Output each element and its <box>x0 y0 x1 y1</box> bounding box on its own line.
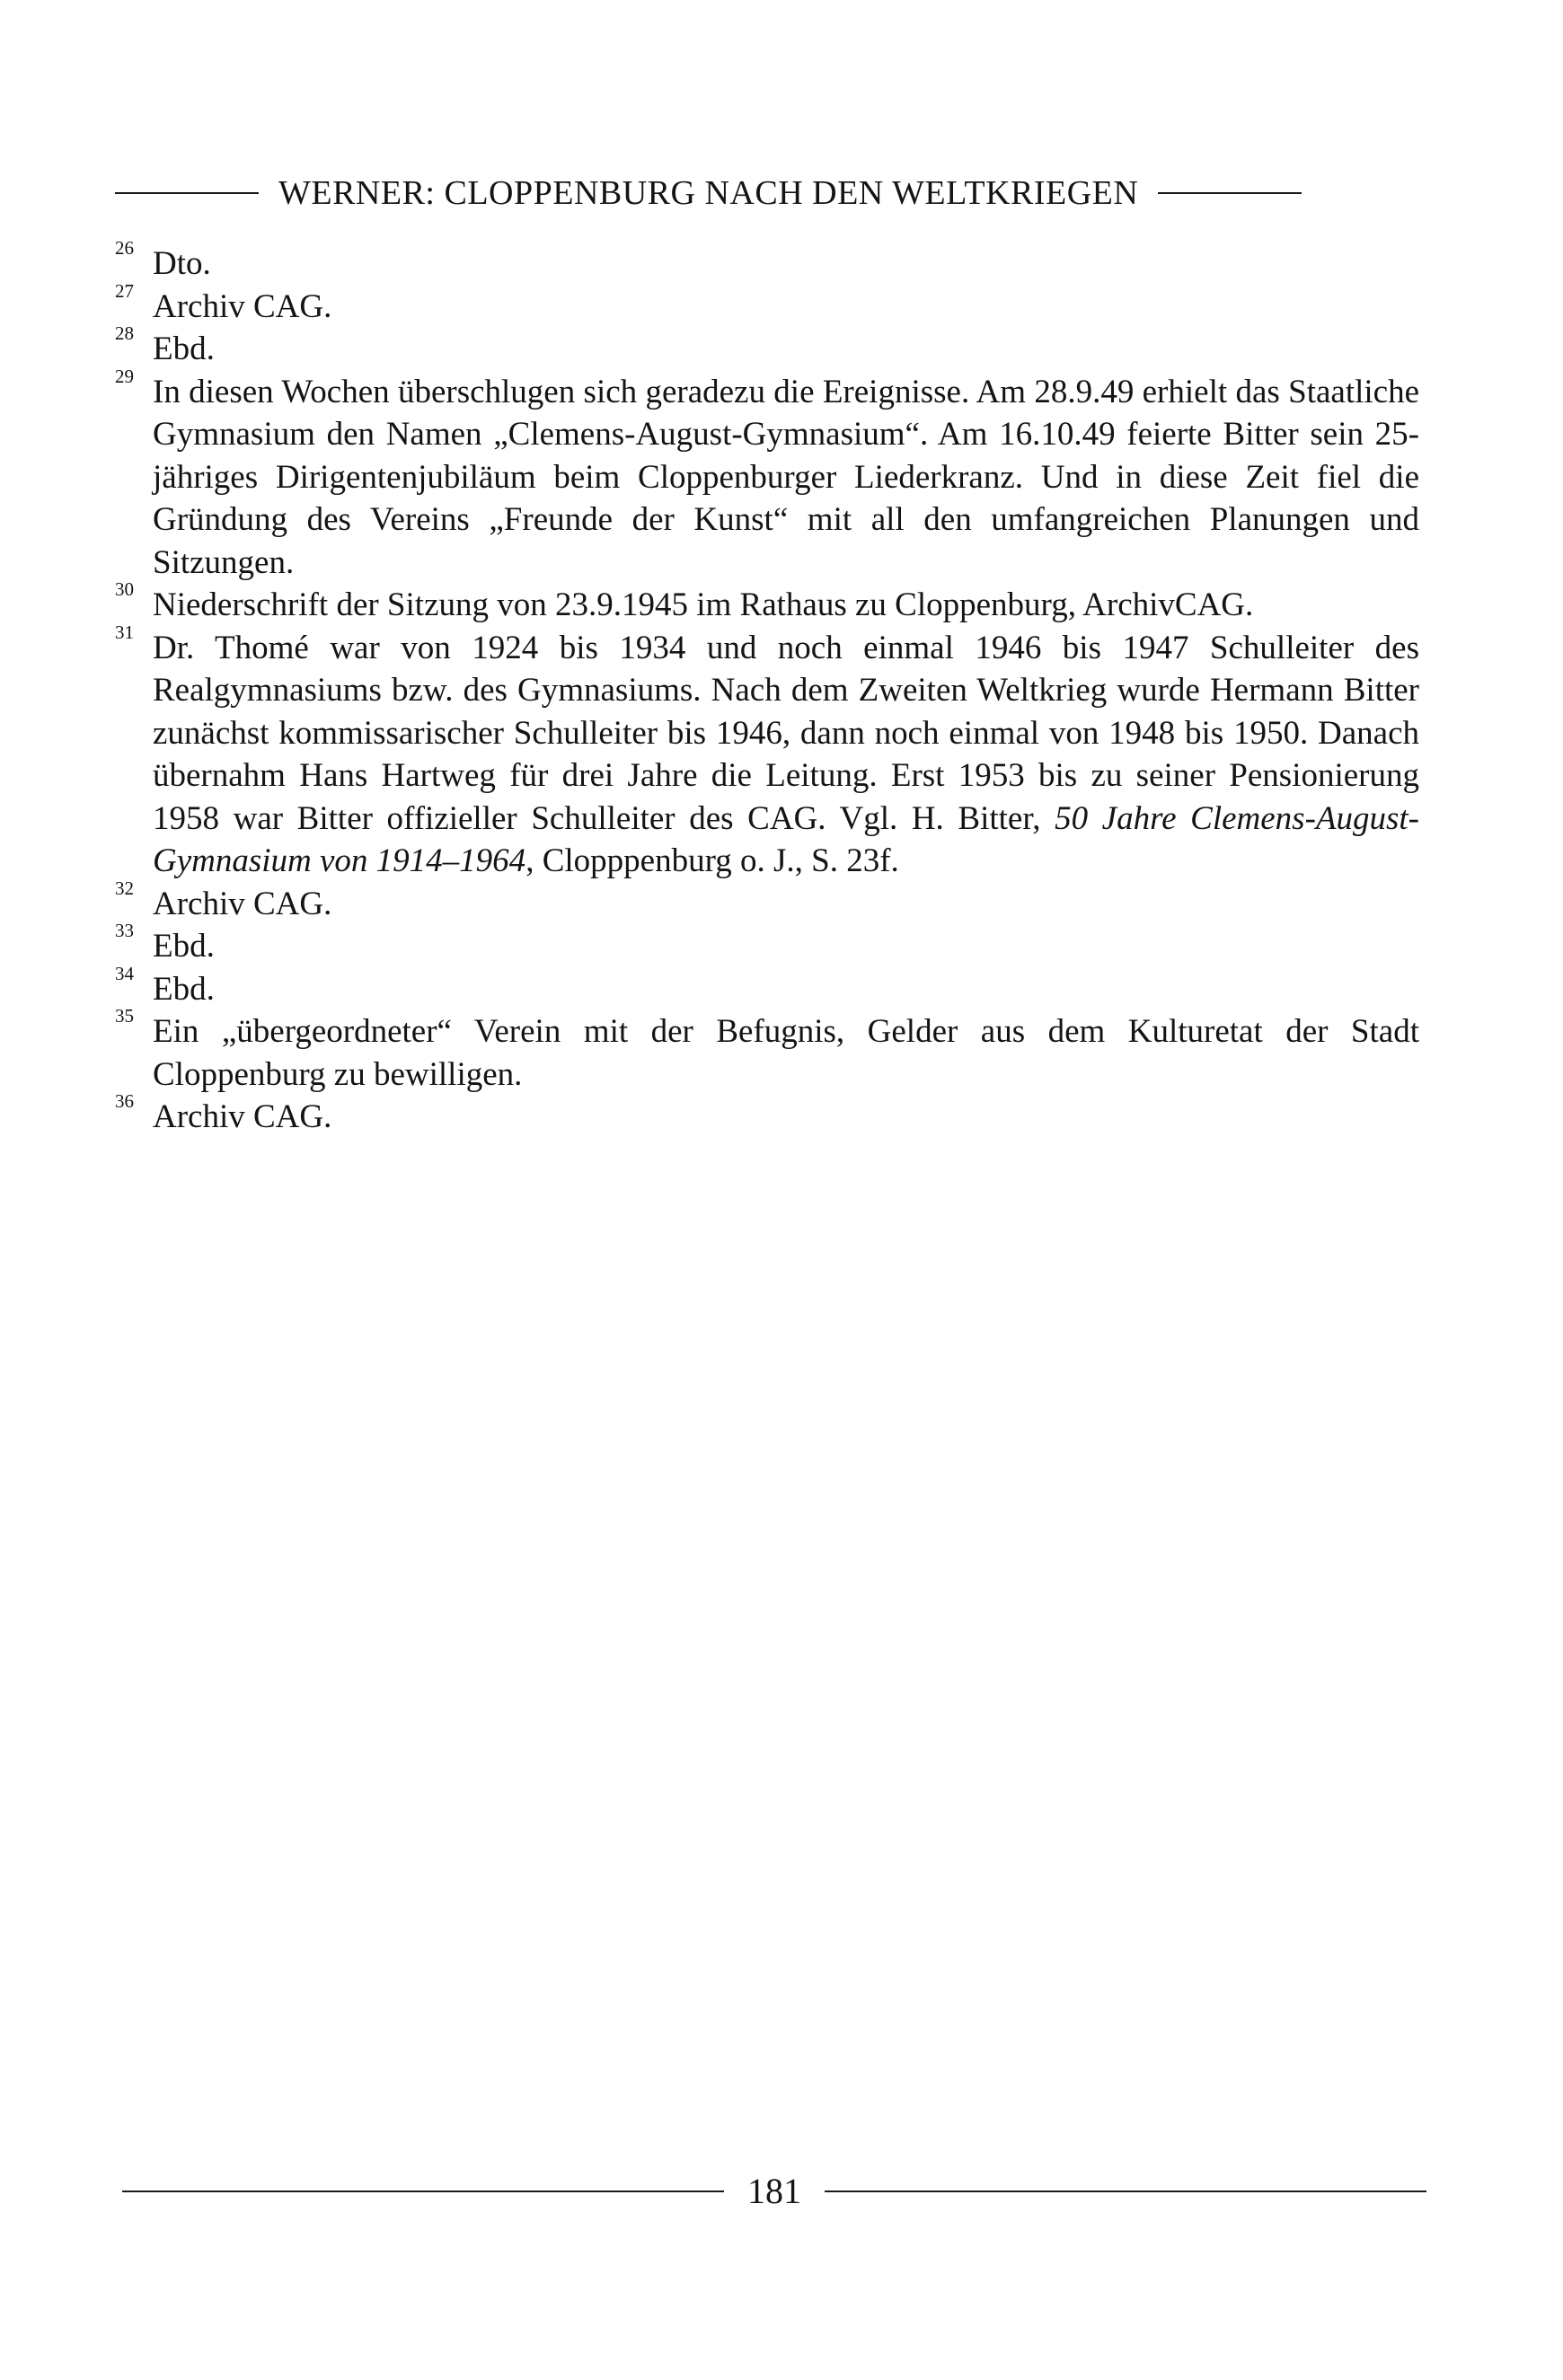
footnote-text: Ebd. <box>153 331 215 367</box>
footnote-30 <box>115 578 1419 627</box>
footnote-text: Niederschrift der Sitzung von 23.9.1945 im Rathaus zu Cloppenburg, ArchivCAG. <box>153 586 1254 623</box>
footnote-29 <box>115 365 1419 585</box>
footnote-26 <box>115 237 1419 286</box>
header-rule-right <box>1158 192 1302 194</box>
footnote-number: 34 <box>115 962 134 984</box>
footnote-text: Archiv CAG. <box>153 287 332 325</box>
footnote-34 <box>115 962 1419 1011</box>
page-header <box>115 176 1413 210</box>
footer-rule-right <box>825 2190 1426 2192</box>
footnote-text: Dr. Thomé war von 1924 bis 1934 und noch einmal 1946 bis 1947 Schulleiter des Realgymnasiums bzw. des Gymnasiums. Nach dem Zweiten Weltkrieg wurde Hermann Bitter zunächst kommissarischer Schulleiter bis 1946, dann noch einmal von 1948 bis 1950. Danach übernahm Hans Hartweg für drei Jahre die Leitung. Erst 1953 bis zu seiner Pensionierung 1958 war Bitter offizieller Schulleiter des CAG. Vgl. H. Bitter, <box>153 629 1419 837</box>
footnote-number: 35 <box>115 1005 134 1027</box>
footnote-33 <box>115 920 1419 968</box>
footer-rule-left <box>122 2190 724 2192</box>
footnote-35 <box>115 1005 1419 1096</box>
footnote-36 <box>115 1090 1419 1139</box>
footnote-text: Ein „übergeordneter“ Verein mit der Befugnis, Gelder aus dem Kulturetat der Stadt Cloppenburg zu bewilligen. <box>153 1013 1419 1093</box>
footnote-32 <box>115 877 1419 926</box>
footnote-number: 28 <box>115 322 134 344</box>
footnote-number: 27 <box>115 279 134 302</box>
footnote-citation-tail: , Clopppenburg o. J., S. 23f. <box>525 842 899 879</box>
header-rule-left <box>115 192 259 194</box>
footnote-31 <box>115 621 1419 883</box>
footnote-text: Archiv CAG. <box>153 1098 332 1135</box>
page-number: 181 <box>747 2171 801 2211</box>
page-footer <box>122 2173 1426 2209</box>
footnote-27 <box>115 279 1419 329</box>
footnote-number: 30 <box>115 578 134 600</box>
footnote-text: Ebd. <box>153 970 215 1008</box>
footnotes-list <box>115 237 1419 1139</box>
footnote-text: Ebd. <box>153 928 215 965</box>
footnote-text: Dto. <box>153 245 211 282</box>
footnote-28 <box>115 322 1419 371</box>
footnote-number: 29 <box>115 365 134 387</box>
footnote-number: 36 <box>115 1090 134 1112</box>
footnote-number: 26 <box>115 237 134 259</box>
footnote-number: 31 <box>115 621 134 643</box>
footnote-text: In diesen Wochen überschlugen sich geradezu die Ereignisse. Am 28.9.49 erhielt das Staatliche Gymnasium den Namen „Clemens-August-Gymnasium“. Am 16.10.49 feierte Bitter sein 25-jähriges Dirigentenjubiläum beim Cloppenburger Liederkranz. Und in diese Zeit fiel die Gründung des Vereins „Freunde der Kunst“ mit all den umfangreichen Planungen und Sitzungen. <box>153 373 1419 581</box>
footnote-cited-title: 50 Jahre Clemens-August-Gymnasium von 1914–1964 <box>153 799 1419 879</box>
footnote-text: Archiv CAG. <box>153 885 332 922</box>
running-head: WERNER: CLOPPENBURG NACH DEN WELTKRIEGEN <box>278 174 1139 212</box>
footnote-number: 32 <box>115 877 134 899</box>
footnote-number: 33 <box>115 920 134 941</box>
